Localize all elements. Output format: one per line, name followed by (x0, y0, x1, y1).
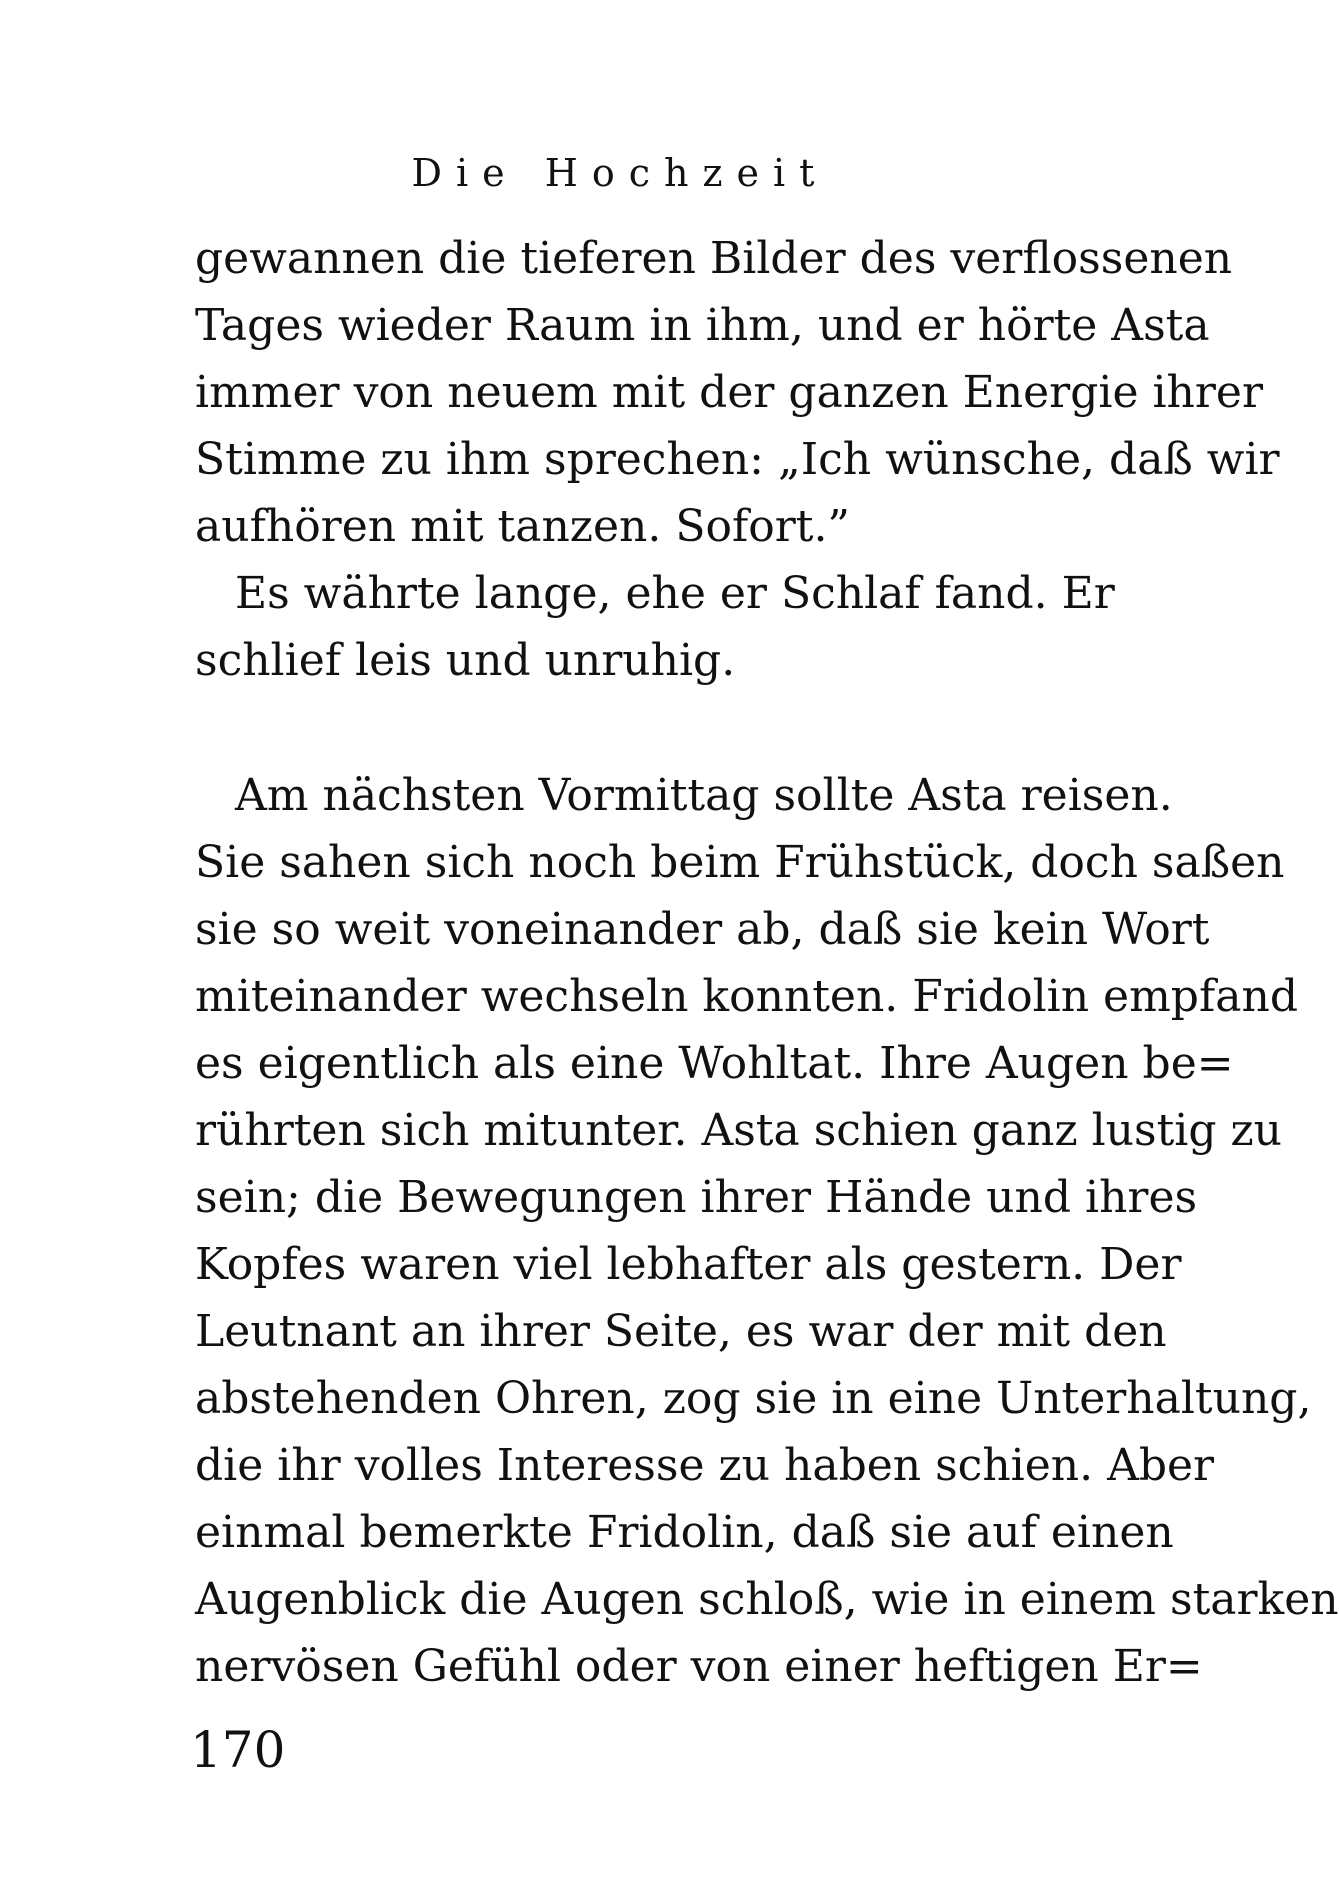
text-line: sein; die Bewegungen ihrer Hände und ihres (195, 1172, 1198, 1223)
text-line: gewannen die tieferen Bilder des verflossenen (195, 233, 1233, 284)
text-line: rührten sich mitunter. Asta schien ganz lustig zu (195, 1105, 1283, 1156)
paragraph (195, 762, 1339, 1700)
text-line: Am nächsten Vormittag sollte Asta reisen. (235, 770, 1173, 821)
paragraph (195, 225, 1280, 560)
text-line: miteinander wechseln konnten. Fridolin empfand (195, 971, 1298, 1022)
text-line: Kopfes waren viel lebhafter als gestern. Der (195, 1239, 1182, 1290)
text-line: die ihr volles Interesse zu haben schien. Aber (195, 1440, 1215, 1491)
text-line: Sie sahen sich noch beim Frühstück, doch saßen (195, 837, 1285, 888)
running-head: Die Hochzeit (411, 151, 829, 195)
body-text (195, 225, 1339, 1700)
text-line: es eigentlich als eine Wohltat. Ihre Augen be= (195, 1038, 1234, 1089)
text-line: schlief leis und unruhig. (195, 635, 736, 686)
text-line: Es währte lange, ehe er Schlaf fand. Er (235, 568, 1115, 619)
text-line: Stimme zu ihm sprechen: „Ich wünsche, daß wir (195, 434, 1280, 485)
text-line: aufhören mit tanzen. Sofort.” (195, 501, 850, 552)
text-line: sie so weit voneinander ab, daß sie kein Wort (195, 904, 1210, 955)
text-line: nervösen Gefühl oder von einer heftigen Er= (195, 1641, 1203, 1692)
paragraph (195, 560, 1115, 694)
section-break (195, 694, 1050, 762)
text-line: einmal bemerkte Fridolin, daß sie auf einen (195, 1507, 1174, 1558)
text-line: Augenblick die Augen schloß, wie in einem starken (195, 1574, 1339, 1625)
text-line: Leutnant an ihrer Seite, es war der mit den (195, 1306, 1167, 1357)
text-line: abstehenden Ohren, zog sie in eine Unterhaltung, (195, 1373, 1312, 1424)
text-line: Tages wieder Raum in ihm, und er hörte Asta (195, 300, 1210, 351)
page-number: 170 (190, 1721, 286, 1779)
text-line: immer von neuem mit der ganzen Energie ihrer (195, 367, 1263, 418)
